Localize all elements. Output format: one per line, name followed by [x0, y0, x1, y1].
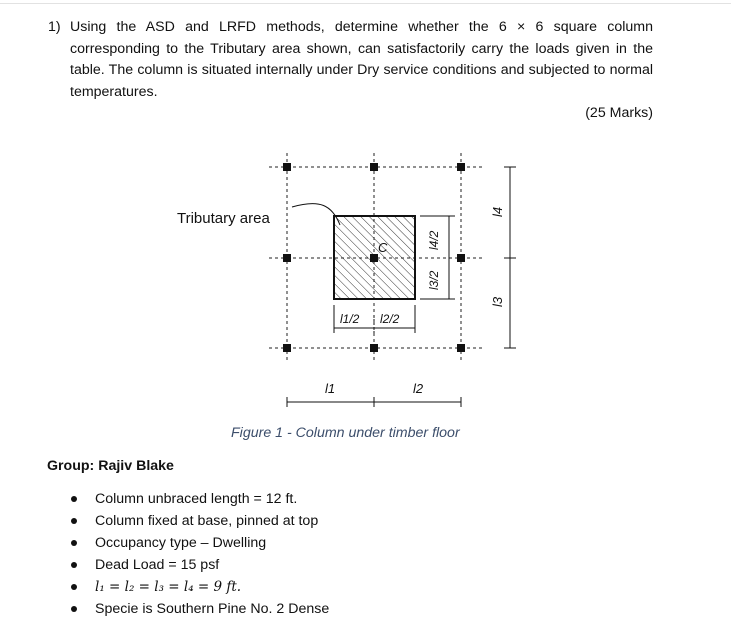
l2-label: l2 [413, 381, 424, 396]
l1-half-label: l1/2 [340, 312, 360, 326]
l3-half-label: l3/2 [427, 270, 441, 290]
question-block [48, 17, 653, 124]
given-data-list [71, 490, 329, 622]
list-item: Occupancy type – Dwelling [71, 534, 329, 556]
question-number: 1) [48, 19, 61, 35]
bullet-icon [71, 540, 77, 546]
question-text: Using the ASD and LRFD methods, determine whether the 6 × 6 square column corresponding to the Tributary area shown, can satisfactorily carry the loads given in the table. The column is situated internally under Dry service conditions and subjected to normal temperatures. [70, 19, 653, 100]
l2-half-label: l2/2 [380, 312, 400, 326]
question-marks: (25 Marks) [585, 105, 653, 121]
top-rule [0, 3, 731, 4]
bullet-icon [71, 562, 77, 568]
vertical-dims [504, 167, 516, 348]
list-item: Specie is Southern Pine No. 2 Dense [71, 600, 329, 622]
l4-half-label: l4/2 [427, 230, 441, 250]
l1-label: l1 [325, 381, 336, 396]
list-item: Column fixed at base, pinned at top [71, 512, 329, 534]
l3-label: l3 [490, 296, 505, 307]
bullet-icon [71, 584, 77, 590]
tributary-leader [292, 204, 340, 225]
bullet-icon [71, 606, 77, 612]
column-label: C [378, 240, 388, 255]
list-item: Column unbraced length = 12 ft. [71, 490, 329, 512]
bullet-icon [71, 518, 77, 524]
l4-label: l4 [490, 206, 505, 217]
group-label: Group: Rajiv Blake [47, 458, 174, 474]
tributary-area-figure [170, 145, 530, 417]
tributary-label: Tributary area [177, 210, 270, 227]
horizontal-dims [287, 397, 461, 407]
figure-caption: Figure 1 - Column under timber floor [231, 425, 460, 441]
bullet-icon [71, 496, 77, 502]
list-item: Dead Load = 15 psf [71, 556, 329, 578]
list-item: l₁ = l₂ = l₃ = l₄ = 9 ft. [71, 578, 329, 600]
